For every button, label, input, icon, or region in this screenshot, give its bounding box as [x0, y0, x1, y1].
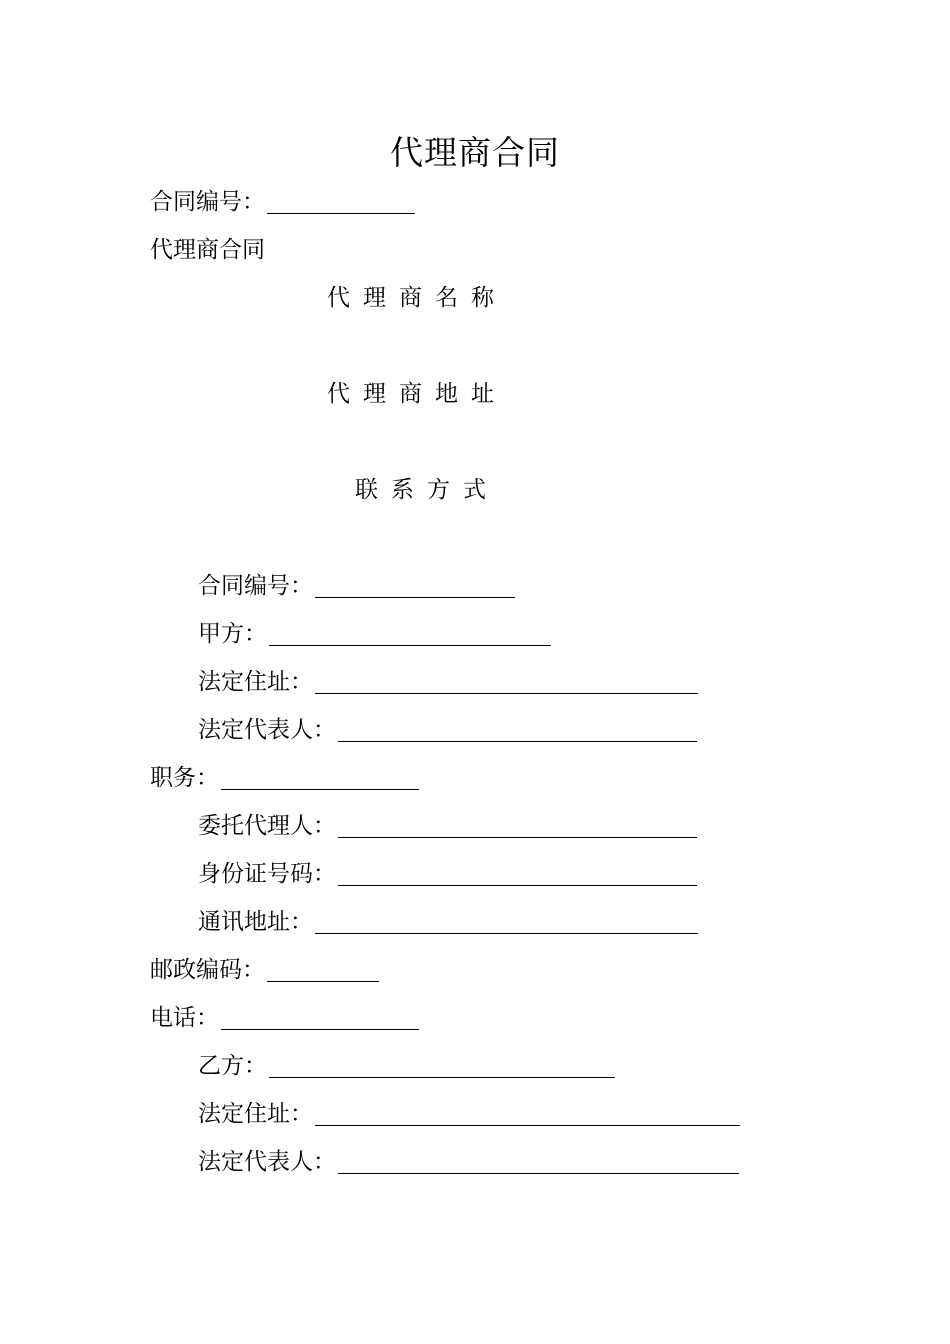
party-b: [198, 1050, 615, 1082]
party-a-rep: [198, 714, 697, 746]
party-a: [198, 618, 551, 650]
phone-label: 电话：: [150, 1005, 219, 1031]
cover-agent-name: 代理商名称: [327, 285, 507, 311]
party-a-label: 甲方：: [198, 621, 267, 647]
contract-number-line: [150, 186, 415, 218]
id-number-blank[interactable]: [338, 861, 697, 886]
id-number-label: 身份证号码：: [198, 861, 336, 887]
agent-label: 委托代理人：: [198, 813, 336, 839]
agent-blank[interactable]: [338, 813, 697, 838]
cover-agent-address: 代理商地址: [327, 381, 507, 407]
subtitle-text: 代理商合同: [150, 237, 265, 263]
form-contract-number: [198, 570, 515, 602]
party-a-rep-label: 法定代表人：: [198, 717, 336, 743]
mail-address-label: 通讯地址：: [198, 909, 313, 935]
party-b-label: 乙方：: [198, 1053, 267, 1079]
postcode-blank[interactable]: [267, 957, 379, 982]
cover-contact: 联系方式: [355, 477, 499, 503]
phone: [150, 1002, 419, 1034]
party-b-address-label: 法定住址：: [198, 1101, 313, 1127]
form-contract-number-blank[interactable]: [315, 573, 515, 598]
postcode-label: 邮政编码：: [150, 957, 265, 983]
mail-address-blank[interactable]: [315, 909, 698, 934]
party-a-rep-blank[interactable]: [338, 717, 697, 742]
subtitle: [150, 234, 265, 266]
party-b-address-blank[interactable]: [315, 1101, 740, 1126]
id-number: [198, 858, 697, 890]
party-b-blank[interactable]: [269, 1053, 615, 1078]
form-contract-number-label: 合同编号：: [198, 573, 313, 599]
phone-blank[interactable]: [221, 1005, 419, 1030]
party-b-rep: [198, 1146, 739, 1178]
contract-number-blank[interactable]: [267, 189, 415, 214]
party-a-address: [198, 666, 698, 698]
mail-address: [198, 906, 698, 938]
position-blank[interactable]: [221, 765, 419, 790]
contract-number-label: 合同编号：: [150, 189, 265, 215]
party-b-rep-label: 法定代表人：: [198, 1149, 336, 1175]
document-title: 代理商合同: [390, 133, 560, 172]
party-b-rep-blank[interactable]: [338, 1149, 739, 1174]
position-label: 职务：: [150, 765, 219, 791]
party-a-address-blank[interactable]: [315, 669, 698, 694]
postcode: [150, 954, 379, 986]
party-a-address-label: 法定住址：: [198, 669, 313, 695]
position: [150, 762, 419, 794]
agent: [198, 810, 697, 842]
party-b-address: [198, 1098, 740, 1130]
party-a-blank[interactable]: [269, 621, 551, 646]
